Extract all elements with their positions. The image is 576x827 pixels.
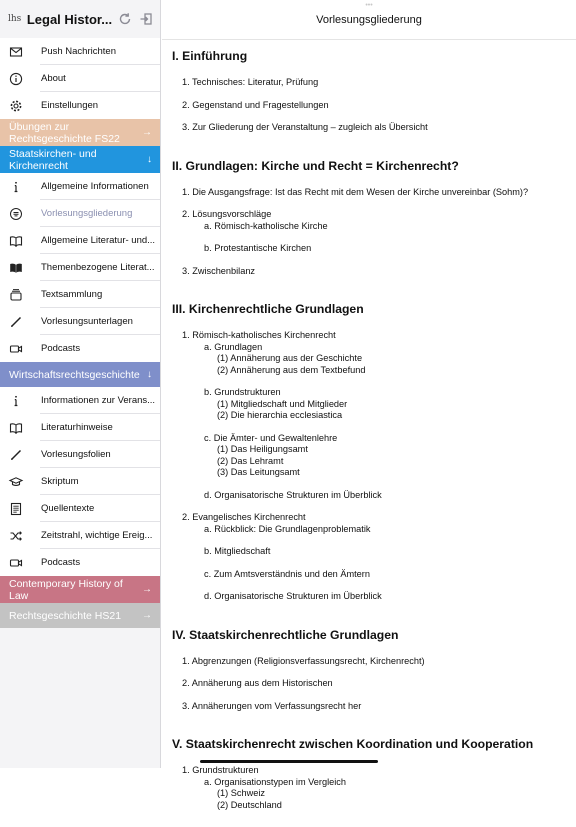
sidebar-item-label: Podcasts: [41, 557, 81, 568]
sidebar-item-label: Textsammlung: [41, 289, 103, 300]
outline-item: c. Zum Amtsverständnis und den Ämtern: [204, 568, 370, 579]
sidebar-item-label: Allgemeine Literatur- und...: [41, 235, 156, 246]
outline-item: 1. Die Ausgangsfrage: Ist das Recht mit dem Wesen der Kirche unvereinbar (Sohm)?: [182, 186, 529, 197]
category-label: Wirtschaftsrechtsgeschichte: [9, 368, 140, 381]
sidebar-item-label: Quellentexte: [41, 503, 95, 514]
sidebar-item-label: Vorlesungsgliederung: [41, 208, 133, 219]
outline-item: (2) Deutschland: [217, 799, 282, 810]
sidebar-item-label: Podcasts: [41, 343, 81, 354]
book-open-icon: [8, 233, 24, 249]
logout-icon[interactable]: [137, 10, 154, 28]
category-staatskirchen-und-kirchenrecht[interactable]: [0, 146, 160, 173]
sidebar-item-label: Themenbezogene Literat...: [41, 262, 155, 273]
video-icon: [8, 555, 24, 571]
section-spacer: [172, 277, 570, 293]
sidebar-item-label: About: [41, 73, 66, 84]
section-heading: III. Kirchenrechtliche Grundlagen: [172, 302, 364, 316]
outline-item: 2. Lösungsvorschläge: [182, 209, 272, 219]
sidebar-item-podcasts[interactable]: [0, 549, 160, 576]
outline-content[interactable]: [172, 40, 570, 827]
outline-item: 2. Gegenstand und Fragestellungen: [182, 99, 329, 110]
sidebar-item-themenbezogene-literat[interactable]: [0, 254, 160, 281]
sidebar-item-allgemeine-literatur-und[interactable]: [0, 227, 160, 254]
graduation-cap-icon: [8, 474, 24, 490]
outline-item: 2. Annäherung aus dem Historischen: [182, 678, 333, 688]
outline-item: (1) Annäherung aus der Geschichte: [217, 353, 363, 363]
refresh-icon[interactable]: [116, 10, 133, 28]
outline-item: 3. Zwischenbilanz: [182, 265, 256, 276]
section-heading: II. Grundlagen: Kirche und Recht = Kirchenrecht?: [172, 158, 459, 173]
outline-item: 3. Zur Gliederung der Veranstaltung – zugleich als Übersicht: [182, 122, 428, 132]
outline-item: 1. Technisches: Literatur, Prüfung: [182, 77, 319, 87]
sidebar-item-podcasts[interactable]: [0, 335, 160, 362]
pencil-icon: [8, 314, 24, 330]
sidebar-item-label: Push Nachrichten: [41, 46, 116, 57]
outline-item: a. Römisch-katholische Kirche: [204, 220, 328, 231]
sidebar-item-label: Informationen zur Verans...: [41, 395, 156, 406]
pencil-icon: [8, 447, 24, 463]
list-icon: [8, 206, 24, 222]
section-heading: I. Einführung: [172, 49, 248, 63]
section-spacer: [172, 811, 570, 827]
sidebar-item-push-nachrichten[interactable]: [0, 38, 160, 65]
outline-item: (1) Mitgliedschaft und Mitglieder: [217, 398, 348, 409]
chevron-down-icon: ↓: [147, 153, 152, 165]
app-logo: lhs: [8, 14, 22, 24]
info-icon: [8, 393, 24, 409]
app-title: Legal Histor...: [26, 11, 113, 27]
outline-item: 1. Abgrenzungen (Religionsverfassungsrecht, Kirchenrecht): [182, 655, 425, 666]
video-icon: [8, 341, 24, 357]
section-spacer: [172, 712, 570, 728]
section-spacer: [172, 134, 570, 150]
home-indicator[interactable]: [200, 760, 378, 763]
outline-item: (2) Die hierarchia ecclesiastica: [217, 410, 343, 420]
sidebar-item-einstellungen[interactable]: [0, 92, 160, 119]
sidebar-item-vorlesungsunterlagen[interactable]: [0, 308, 160, 335]
outline-item: 1. Grundstrukturen: [182, 765, 259, 775]
sidebar-item-allgemeine-informationen[interactable]: [0, 173, 160, 200]
sidebar-item-label: Einstellungen: [41, 100, 99, 111]
sidebar-list: [0, 38, 160, 628]
category-ubungen-zur-rechtsgeschichte-fs22[interactable]: [0, 119, 160, 146]
collection-icon: [8, 287, 24, 303]
outline-item: 3. Annäherungen vom Verfassungsrecht her: [182, 700, 362, 711]
info-icon: [8, 179, 24, 195]
sidebar-item-label: Skriptum: [41, 476, 79, 487]
book-filled-icon: [8, 260, 24, 276]
info-circle-icon: [8, 71, 24, 87]
outline-item: b. Grundstrukturen: [204, 387, 281, 397]
sidebar-item-vorlesungsfolien[interactable]: [0, 441, 160, 468]
outline-item: (2) Annäherung aus dem Textbefund: [217, 364, 366, 375]
category-wirtschaftsrechtsgeschichte[interactable]: [0, 362, 160, 387]
book-open-icon: [8, 420, 24, 436]
sidebar-item-vorlesungsgliederung[interactable]: [0, 200, 160, 227]
main-panel: [162, 0, 576, 810]
shuffle-icon: [8, 528, 24, 544]
outline-item: 2. Evangelisches Kirchenrecht: [182, 512, 306, 522]
outline-item: 1. Römisch-katholisches Kirchenrecht: [182, 330, 336, 340]
chevron-right-icon: →: [142, 583, 152, 595]
sidebar-item-literaturhinweise[interactable]: [0, 414, 160, 441]
sidebar-item-label: Literaturhinweise: [41, 422, 113, 433]
outline-item: c. Die Ämter- und Gewaltenlehre: [204, 432, 338, 443]
sidebar-item-quellentexte[interactable]: [0, 495, 160, 522]
outline-item: a. Organisationstypen im Vergleich: [204, 776, 346, 787]
category-label: Rechtsgeschichte HS21: [9, 609, 122, 622]
sidebar-item-label: Vorlesungsunterlagen: [41, 316, 133, 327]
chevron-down-icon: ↓: [147, 368, 152, 380]
drag-handle-icon[interactable]: •••: [365, 2, 373, 9]
outline-item: (1) Schweiz: [217, 788, 265, 798]
sidebar: [0, 0, 161, 768]
sidebar-item-label: Vorlesungsfolien: [41, 449, 111, 460]
category-contemporary-history-of-law[interactable]: [0, 576, 160, 603]
category-label: Übungen zur Rechtsgeschichte FS22: [9, 120, 120, 145]
category-rechtsgeschichte-hs21[interactable]: [0, 603, 160, 628]
outline-item: d. Organisatorische Strukturen im Überblick: [204, 489, 382, 500]
chevron-right-icon: →: [142, 126, 152, 138]
outline-item: d. Organisatorische Strukturen im Überblick: [204, 591, 382, 601]
outline-item: a. Grundlagen: [204, 341, 263, 352]
category-label: Staatskirchen- und Kirchenrecht: [9, 147, 97, 172]
outline-item: b. Mitgliedschaft: [204, 546, 271, 556]
sidebar-item-informationen-zur-verans[interactable]: [0, 387, 160, 414]
chevron-right-icon: →: [142, 609, 152, 621]
document-icon: [8, 501, 24, 517]
outline-item: (2) Das Lehramt: [217, 455, 284, 466]
sidebar-item-skriptum[interactable]: [0, 468, 160, 495]
sidebar-item-label: Zeitstrahl, wichtige Ereig...: [41, 530, 153, 541]
section-spacer: [172, 603, 570, 619]
section-heading: V. Staatskirchenrecht zwischen Koordination und Kooperation: [172, 737, 534, 751]
outline-item: (1) Das Heiligungsamt: [217, 444, 308, 454]
outline-item: a. Rückblick: Die Grundlagenproblematik: [204, 523, 371, 534]
outline-item: (3) Das Leitungsamt: [217, 467, 300, 477]
gear-icon: [8, 98, 24, 114]
sidebar-item-label: Allgemeine Informationen: [41, 181, 149, 192]
sidebar-item-zeitstrahl-wichtige-ereig[interactable]: [0, 522, 160, 549]
sidebar-header: [0, 0, 160, 38]
sidebar-item-textsammlung[interactable]: [0, 281, 160, 308]
section-heading: IV. Staatskirchenrechtliche Grundlagen: [172, 627, 399, 642]
category-label: Contemporary History of Law: [9, 577, 123, 602]
sidebar-item-about[interactable]: [0, 65, 160, 92]
outline-item: b. Protestantische Kirchen: [204, 243, 312, 253]
page-title: Vorlesungsgliederung: [162, 0, 576, 40]
mail-icon: [8, 44, 24, 60]
